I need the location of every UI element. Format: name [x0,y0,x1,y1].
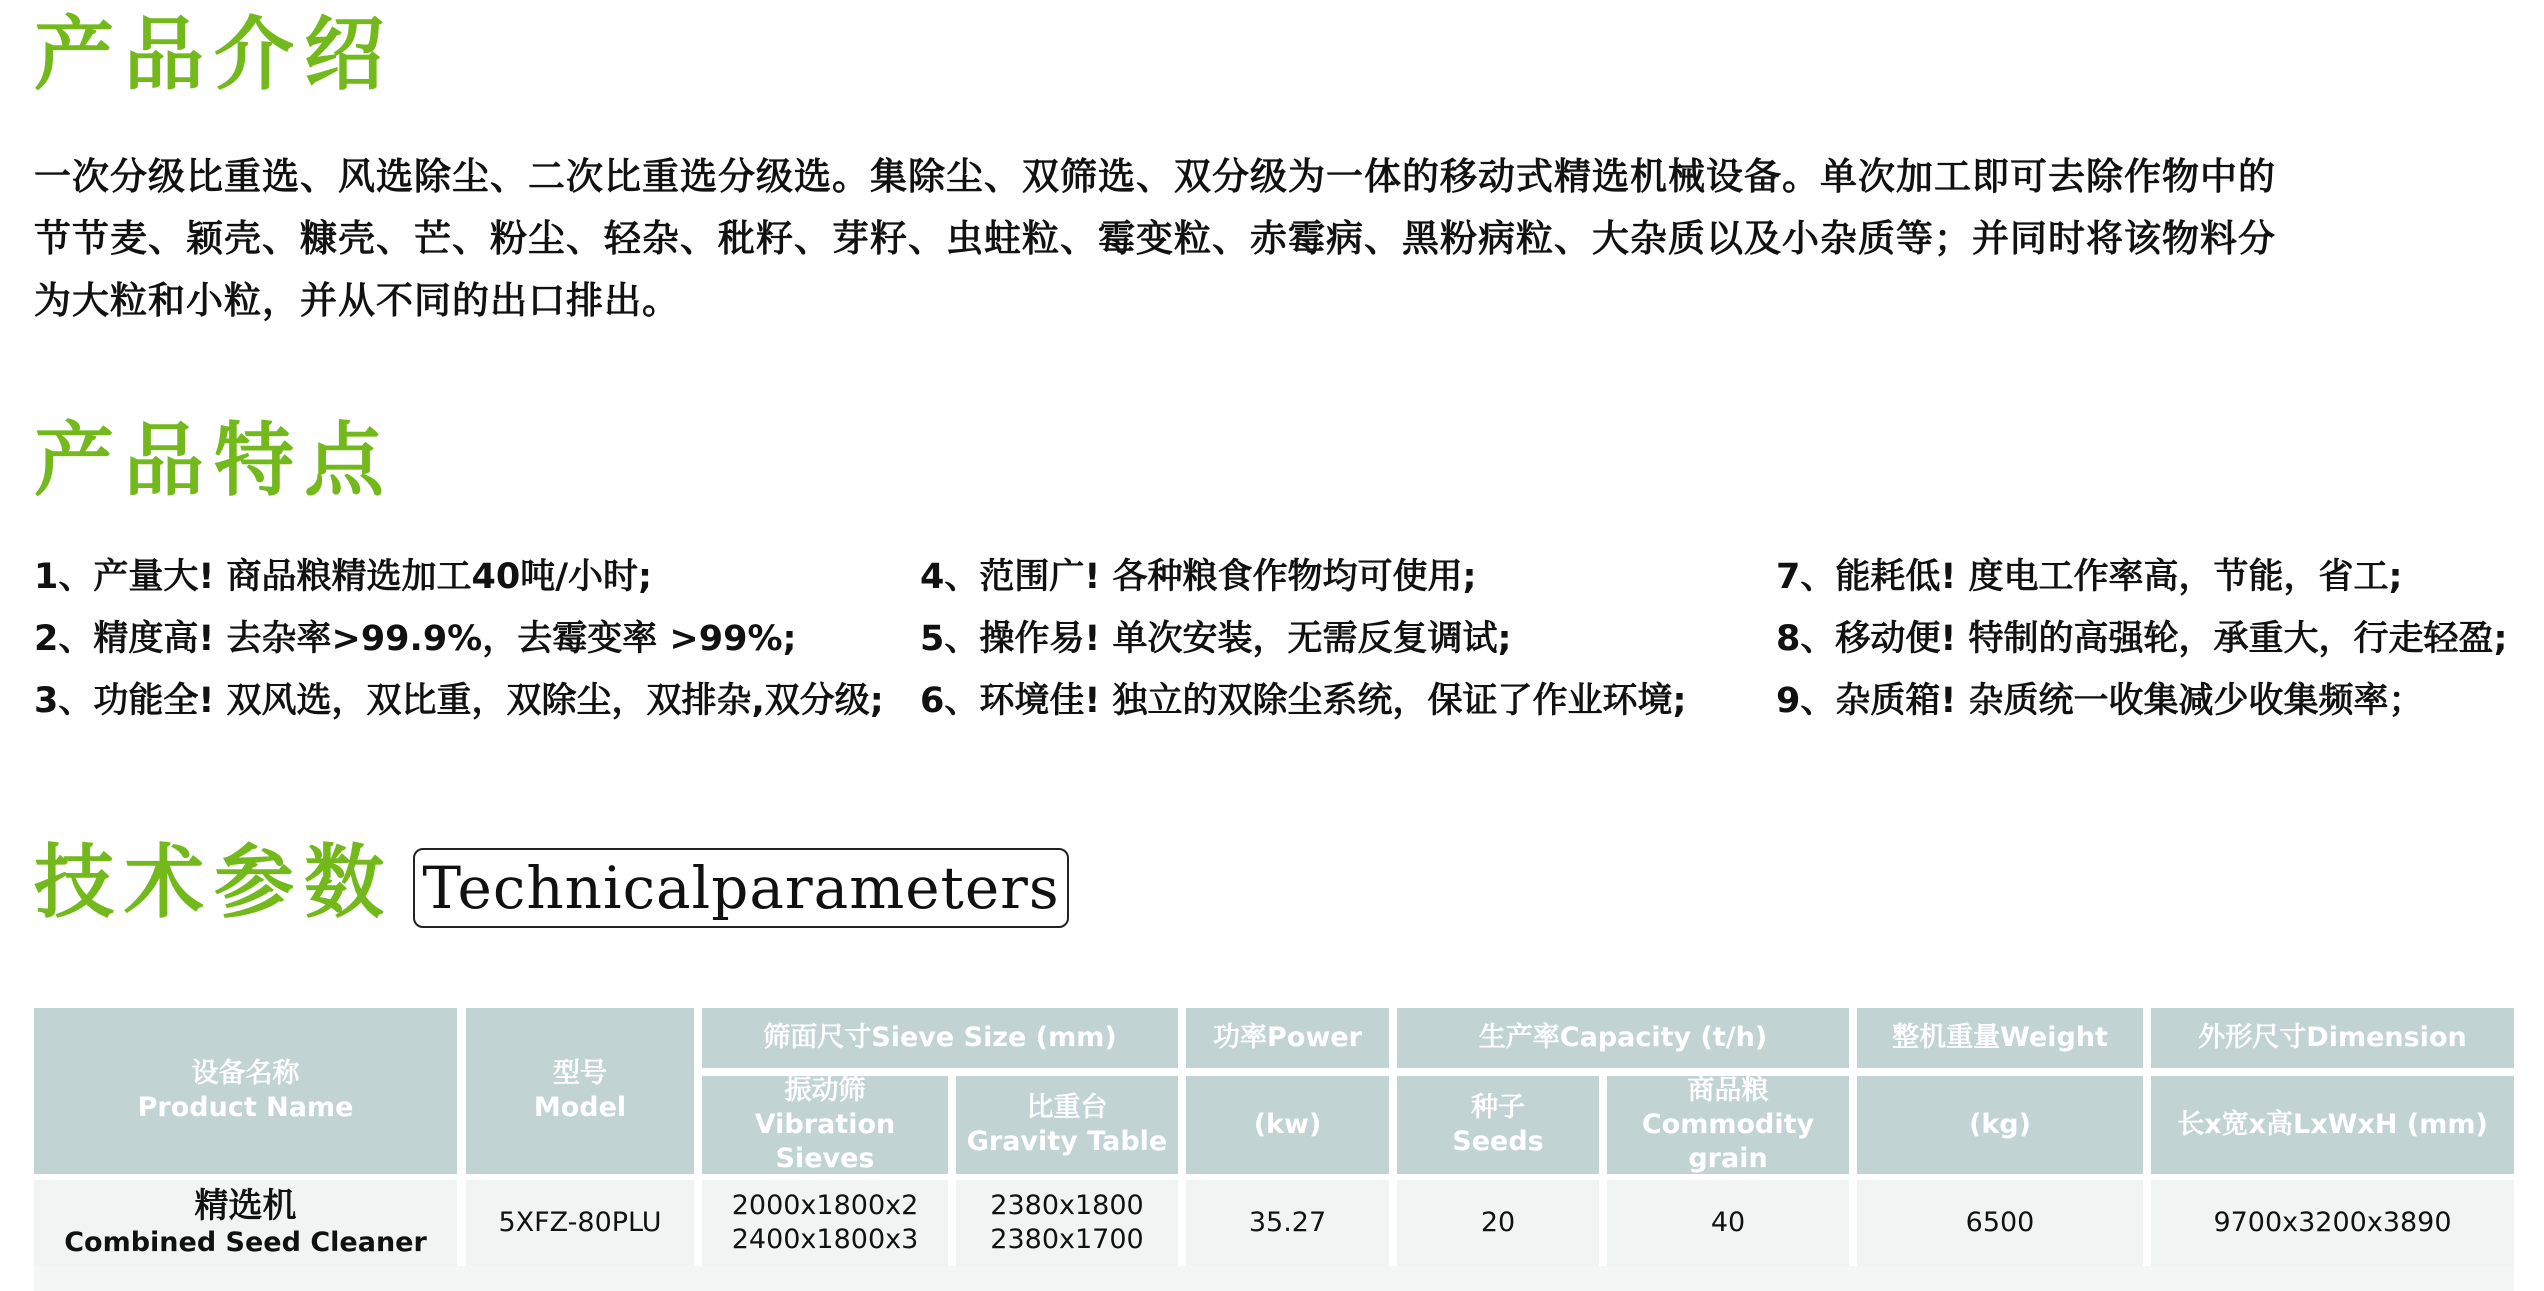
table-header-sieve-size: 筛面尺寸Sieve Size (mm) [702,1008,1178,1068]
feature-item: 6、环境佳! 独立的双除尘系统，保证了作业环境; [920,681,1687,721]
feature-item: 7、能耗低! 度电工作率高，节能，省工; [1776,557,2403,597]
intro-paragraph [34,146,2474,332]
feature-item: 9、杂质箱! 杂质统一收集减少收集频率； [1776,681,2424,721]
table-header-dimension: 外形尺寸Dimension [2151,1008,2514,1068]
table-bottom-strip [34,1266,2514,1291]
feature-item: 8、移动便! 特制的高强轮，承重大，行走轻盈; [1776,619,2508,659]
header-text-cn: 振动筛 [784,1076,866,1106]
cell-line: 2000x1800x2 [731,1190,919,1221]
header-text-en: Model [533,1092,627,1123]
tech-title-en-box: Technicalparameters [413,848,1069,928]
table-subheader-commodity-grain [1607,1076,1849,1174]
table-cell-weight: 6500 [1857,1180,2143,1266]
header-text-en: Seeds [1452,1126,1544,1157]
table-cell-dimension: 9700x3200x3890 [2151,1180,2514,1266]
header-text-en: Product Name [137,1092,354,1123]
section-title-features: 产品特点 [34,413,394,507]
header-text-en: Gravity Table [966,1126,1168,1157]
table-cell-model: 5XFZ-80PLU [466,1180,694,1266]
table-header-power: 功率Power [1186,1008,1389,1068]
feature-item: 1、产量大! 商品粮精选加工40吨/小时; [34,557,652,597]
cell-line: 2380x1700 [990,1224,1144,1255]
table-cell-commodity-grain: 40 [1607,1180,1849,1266]
header-text-cn: 种子 [1471,1092,1525,1123]
feature-item: 4、范围广! 各种粮食作物均可使用; [920,557,1477,597]
header-text-en: Commodity grain [1641,1109,1815,1174]
cell-line: 2400x1800x3 [731,1224,919,1255]
table-cell-vibration-sieves [702,1180,948,1266]
feature-item: 5、操作易! 单次安装，无需反复调试; [920,619,1512,659]
table-subheader-seeds [1397,1076,1599,1174]
table-subheader-kw: (kw) [1186,1076,1389,1174]
table-cell-power: 35.27 [1186,1180,1389,1266]
table-subheader-gravity-table [956,1076,1178,1174]
table-subheader-kg: (kg) [1857,1076,2143,1174]
table-cell-product-name [34,1180,457,1266]
section-title-tech: 技术参数 [34,835,394,929]
header-text-cn: 商品粮 [1687,1076,1769,1106]
intro-line: 为大粒和小粒，并从不同的出口排出。 [34,279,680,322]
header-text-cn: 比重台 [1026,1092,1108,1123]
table-header-weight: 整机重量Weight [1857,1008,2143,1068]
header-text-cn: 设备名称 [191,1058,300,1089]
product-name-cn: 精选机 [194,1186,297,1226]
cell-line: 2380x1800 [990,1190,1144,1221]
header-text-cn: 型号 [553,1058,607,1089]
feature-item: 3、功能全! 双风选，双比重，双除尘，双排杂,双分级; [34,681,884,721]
table-cell-gravity-table [956,1180,1178,1266]
feature-item: 2、精度高! 去杂率>99.9%，去霉变率 >99%; [34,619,797,659]
table-subheader-vibration-sieves [702,1076,948,1174]
section-title-intro: 产品介绍 [34,7,394,101]
table-subheader-lwh: 长x宽x高LxWxH (mm) [2151,1076,2514,1174]
product-name-en: Combined Seed Cleaner [64,1227,427,1258]
table-header-capacity: 生产率Capacity (t/h) [1397,1008,1849,1068]
table-header-product-name [34,1008,457,1174]
intro-line: 节节麦、颖壳、糠壳、芒、粉尘、轻杂、秕籽、芽籽、虫蛀粒、霉变粒、赤霉病、黑粉病粒、大杂质以及小杂质等；并同时将该物料分 [34,217,2276,260]
header-text-en: Vibration Sieves [754,1109,896,1174]
intro-line: 一次分级比重选、风选除尘、二次比重选分级选。集除尘、双筛选、双分级为一体的移动式精选机械设备。单次加工即可去除作物中的 [34,155,2276,198]
table-header-model [466,1008,694,1174]
table-cell-seeds: 20 [1397,1180,1599,1266]
